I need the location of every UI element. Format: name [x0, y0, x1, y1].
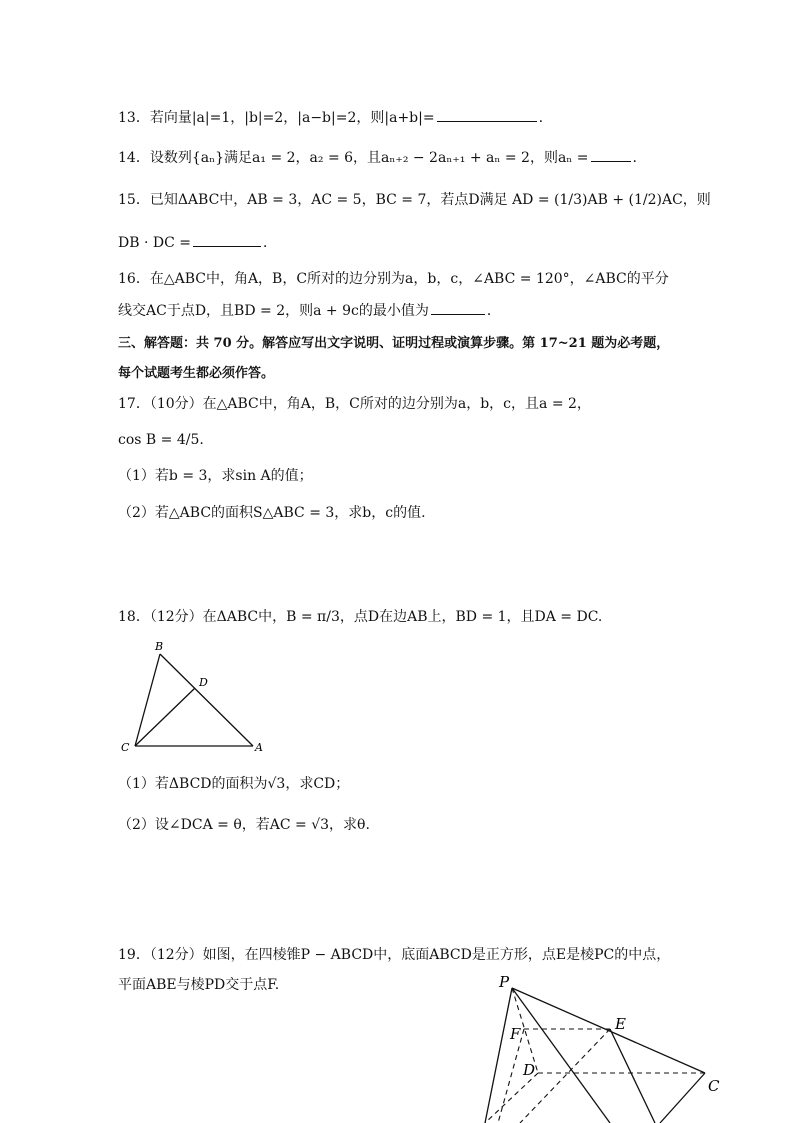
question-16-line-1: 16．在△ABC中，角A，B，C所对的边分别为a，b，c，∠ABC = 120°，∠ABC的平分 [118, 271, 669, 287]
answer-blank-15 [193, 232, 261, 247]
label-b: B [155, 640, 164, 653]
label-d: D [199, 676, 208, 689]
edge-cb [660, 1073, 705, 1123]
question-16-text-2: 线交AC于点D，且BD = 2，则a + 9c的最小值为 [118, 303, 429, 319]
label-c: C [121, 741, 130, 754]
question-17-part-2: （2）若△ABC的面积S△ABC = 3，求b，c的值. [118, 505, 426, 521]
question-17-line-2: cos B = 4/5. [118, 432, 204, 448]
question-18-part-2: （2）设∠DCA = θ，若AC = √3，求θ. [118, 817, 370, 833]
edge-pb [512, 988, 610, 1123]
triangle-figure-18 [115, 638, 265, 758]
section-3-heading: 三、解答题：共 70 分。解答应写出文字说明、证明过程或演算步骤。第 17~21 题为必考题， [118, 336, 670, 351]
question-13-text: 13．若向量|a|=1，|b|=2，|a−b|=2，则|a+b|= [118, 110, 435, 126]
label-a: A [255, 741, 263, 754]
question-19-line-2: 平面ABE与棱PD交于点F. [118, 977, 280, 993]
question-16-line-2: 线交AC于点D，且BD = 2，则a + 9c的最小值为 ． [118, 300, 501, 321]
label-e: E [615, 1015, 626, 1033]
label-p: P [499, 973, 510, 991]
answer-blank-13 [437, 107, 537, 122]
section-3-heading-line-2: 每个试题考生都必须作答。 [118, 366, 275, 381]
question-18-part-1: （1）若ΔBCD的面积为√3，求CD； [118, 776, 350, 792]
segment-ba [160, 654, 253, 746]
segment-fa [498, 1029, 524, 1123]
question-15-line-2: DB · DC = ． [118, 232, 277, 253]
label-c: C [708, 1077, 720, 1095]
question-19-line-1: 19．（12分）如图，在四棱锥P − ABCD中，底面ABCD是正方形，点E是棱PC的中点， [118, 947, 671, 963]
question-14: 14．设数列{aₙ}满足a₁ = 2，a₂ = 6，且aₙ₊₂ − 2aₙ₊₁ + aₙ = 2，则aₙ = . [118, 147, 637, 168]
question-17-part-1: （1）若b = 3，求sin A的值； [118, 468, 313, 484]
question-17-line-1: 17．（10分）在△ABC中，角A，B，C所对的边分别为a，b，c，且a = 2， [118, 396, 591, 412]
segment-e-bottom [610, 1029, 655, 1123]
label-f: F [510, 1025, 521, 1043]
answer-blank-14 [591, 147, 631, 162]
question-15-text-2: DB · DC = [118, 235, 191, 251]
segment-bc [135, 654, 160, 746]
segment-cd [135, 688, 195, 746]
question-15-line-1: 15．已知ΔABC中，AB = 3，AC = 5，BC = 7，若点D满足 AD = (1/3)AB + (1/2)AC，则 [118, 192, 711, 208]
answer-blank-16 [431, 300, 485, 315]
pyramid-figure-19 [480, 971, 730, 1123]
question-18-line-1: 18．（12分）在ΔABC中，B = π/3，点D在边AB上，BD = 1，且DA = DC. [118, 609, 603, 625]
edge-pa [485, 988, 512, 1123]
label-d: D [523, 1061, 536, 1079]
question-14-text: 14．设数列{aₙ}满足a₁ = 2，a₂ = 6，且aₙ₊₂ − 2aₙ₊₁ + aₙ = 2，则aₙ = [118, 150, 589, 166]
question-13: 13．若向量|a|=1，|b|=2，|a−b|=2，则|a+b|= . [118, 107, 543, 128]
